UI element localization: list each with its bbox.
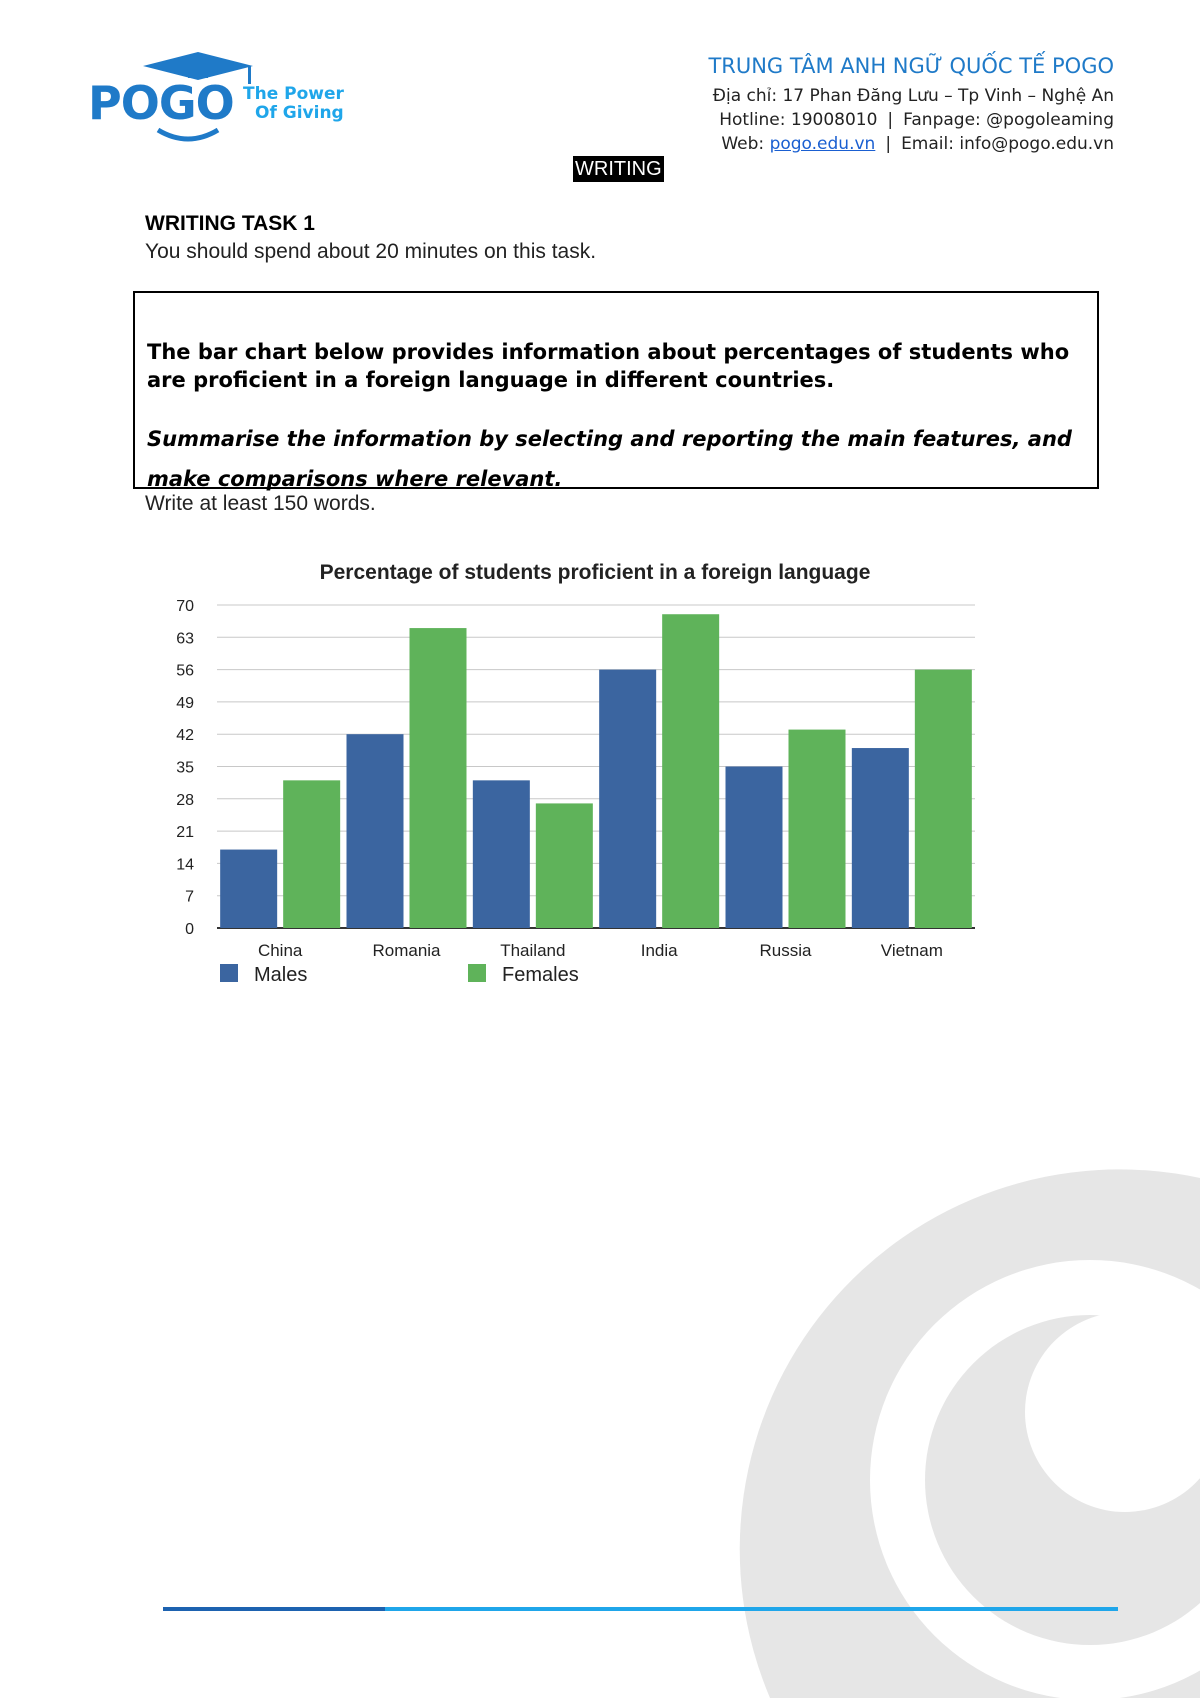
task-prompt: The bar chart below provides information about percentages of students who are proficient in a foreign language in different countries. [147,340,1070,392]
bar-males-thailand [473,780,530,928]
y-tick-label: 7 [185,888,194,906]
y-tick-label: 0 [185,921,194,938]
task-instruction: Summarise the information by selecting and reporting the main features, and make comparisons where relevant. [147,427,1072,491]
y-tick-label: 35 [176,759,194,777]
web-label: Web: [721,134,765,154]
fanpage: Fanpage: @pogoleaming [903,110,1114,130]
bar-males-russia [726,767,783,929]
x-tick-label: Romania [372,941,441,960]
bar-males-india [599,670,656,928]
x-tick-label: China [257,941,303,960]
web-line [708,132,1114,156]
x-tick-label: Russia [759,941,812,960]
y-tick-label: 42 [176,727,194,745]
bar-females-thailand [536,803,593,928]
y-tick-label: 14 [176,856,194,874]
bar-males-vietnam [852,748,909,928]
y-tick-label: 21 [176,824,194,842]
bar-males-romania [347,734,404,928]
header-contact [708,54,1114,156]
separator: | [885,134,892,154]
chart-title: Percentage of students proficient in a foreign language [319,561,871,584]
pogo-logo [88,52,348,152]
section-tag: WRITING [575,158,662,180]
footer-line-accent [163,1607,385,1611]
logo-tagline-1: The Power [243,84,344,104]
prompt-box [133,291,1099,489]
legend-label: Males [254,964,308,986]
legend-swatch [468,964,486,982]
y-tick-label: 49 [176,694,194,712]
footer-line [163,1607,1118,1611]
legend-label: Females [502,964,579,986]
hotline: Hotline: 19008010 [719,110,878,130]
bar-males-china [220,850,277,928]
min-words-note: Write at least 150 words. [145,492,376,515]
y-tick-label: 63 [176,630,194,648]
logo-brand: POGO [88,76,234,130]
y-tick-label: 70 [176,598,194,615]
web-link[interactable]: pogo.edu.vn [769,134,876,154]
bar-females-vietnam [915,670,972,928]
email: Email: info@pogo.edu.vn [901,134,1114,154]
contact-line [708,108,1114,132]
bar-chart [160,550,1000,990]
x-tick-label: India [640,941,678,960]
y-tick-label: 28 [176,791,194,809]
x-tick-label: Vietnam [880,941,943,960]
address: Địa chỉ: 17 Phan Đăng Lưu – Tp Vinh – Nghệ An [712,86,1114,106]
legend-swatch [220,964,238,982]
bar-females-india [662,614,719,928]
bar-females-china [283,780,340,928]
org-name: TRUNG TÂM ANH NGỮ QUỐC TẾ POGO [708,54,1114,78]
task-title: WRITING TASK 1 [145,212,315,235]
task-time-note: You should spend about 20 minutes on this task. [145,240,597,263]
bar-females-romania [410,628,467,928]
logo-tagline-2: Of Giving [255,103,344,123]
x-tick-label: Thailand [500,941,566,960]
separator: | [887,110,894,130]
bar-females-russia [789,730,846,928]
y-tick-label: 56 [176,662,194,680]
